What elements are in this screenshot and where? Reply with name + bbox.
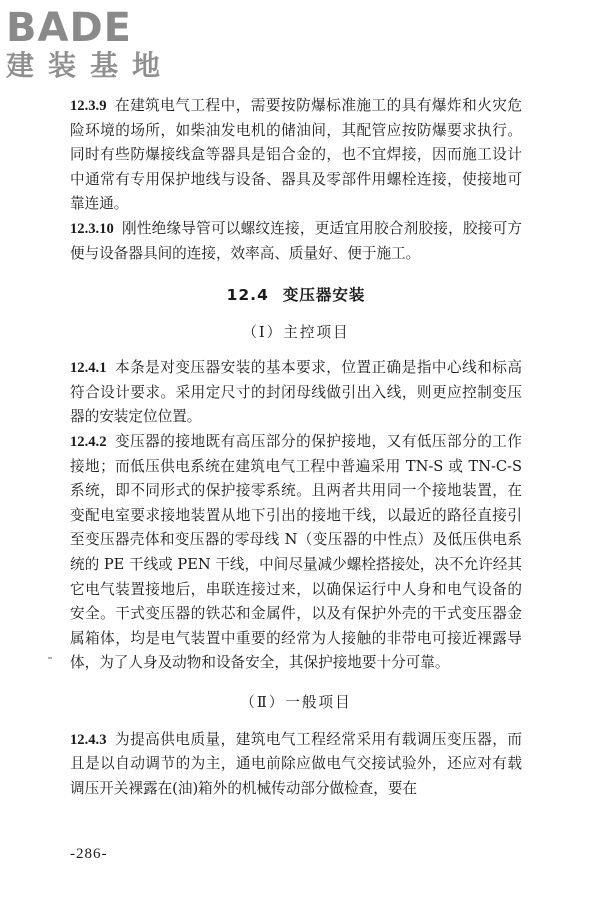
paragraph-text: 刚性绝缘导管可以螺纹连接，更适宜用胶合剂胶接，胶接可方便与设备器具间的连接，效率高、质量好、便于施工。 — [70, 219, 522, 262]
margin-mark — [48, 657, 52, 659]
page-body — [70, 94, 522, 802]
paragraph-text: 本条是对变压器安装的基本要求，位置正确是指中心线和标高符合设计要求。采用定尺寸的封闭母线做引出入线，则更应控制变压器的安装定位位置。 — [70, 359, 522, 426]
paragraph-text: 为提高供电质量，建筑电气工程经常采用有载调压变压器，而且是以自动调节的为主，通电前除应做电气交接试验外，还应对有载调压开关裸露在(油)箱外的机械传动部分做检查，要在 — [70, 730, 522, 798]
section-number: 12.4 — [226, 286, 269, 305]
paragraph-12-4-1 — [70, 356, 522, 430]
paragraph-text: 在建筑电气工程中，需要按防爆标准施工的具有爆炸和火灾危险环境的场所，如柴油发电机的储油间，其配管应按防爆要求执行。同时有些防爆接线盒等器具是铝合金的，也不宜焊接，因而施工设计中通常有专用保护地线与设备、器具及零部件用螺栓连接，使接地可靠连通。 — [70, 97, 522, 213]
paragraph-number: 12.3.10 — [70, 220, 114, 237]
subsection-main-heading: （Ⅰ）主控项目 — [242, 324, 350, 342]
paragraph-number: 12.4.3 — [70, 731, 107, 748]
paragraph-number: 12.4.1 — [70, 360, 107, 377]
logo — [6, 6, 176, 82]
page-number: -286- — [70, 846, 108, 862]
paragraph-12-4-2 — [70, 430, 522, 676]
paragraph-12-3-10 — [70, 217, 522, 266]
logo-subtitle: 建装基地 — [6, 49, 175, 82]
paragraph-number: 12.3.9 — [70, 98, 107, 114]
paragraph-12-4-3 — [70, 728, 522, 802]
paragraph-text: 变压器的接地既有高压部分的保护接地，又有低压部分的工作接地；而低压供电系统在建筑电气工程中普遍采用 TN-S 或 TN-C-S 系统，即不同形式的保护接零系统。且两者共用同一个接地装置，在变配电室要求接地装置从地下引出的接地干线，以最近的路径直接引至变压器壳体和变压器的零母线 N（变压器的中性点）及低压供电系统的 PE 干线或 PEN 干线，中间尽量减少螺栓搭接处，决不允许经其它电气装置接地后，串联连接过来，以确保运行中人身和电气设备的安全。干式变压器的铁芯和金属件，以及有保护外壳的干式变压器金属箱体，均是电气装置中重要的经常为人接触的非带电可接近裸露导体，为了人身及动物和设备安全，其保护接地要十分可靠。 — [70, 432, 522, 672]
section-heading — [70, 284, 522, 306]
logo-brand: BADE — [6, 5, 132, 51]
section-title: 变压器安装 — [282, 286, 366, 305]
subsection-general-heading: （Ⅱ）一般项目 — [240, 693, 352, 711]
paragraph-12-3-9 — [70, 94, 522, 217]
paragraph-number: 12.4.2 — [70, 433, 107, 450]
